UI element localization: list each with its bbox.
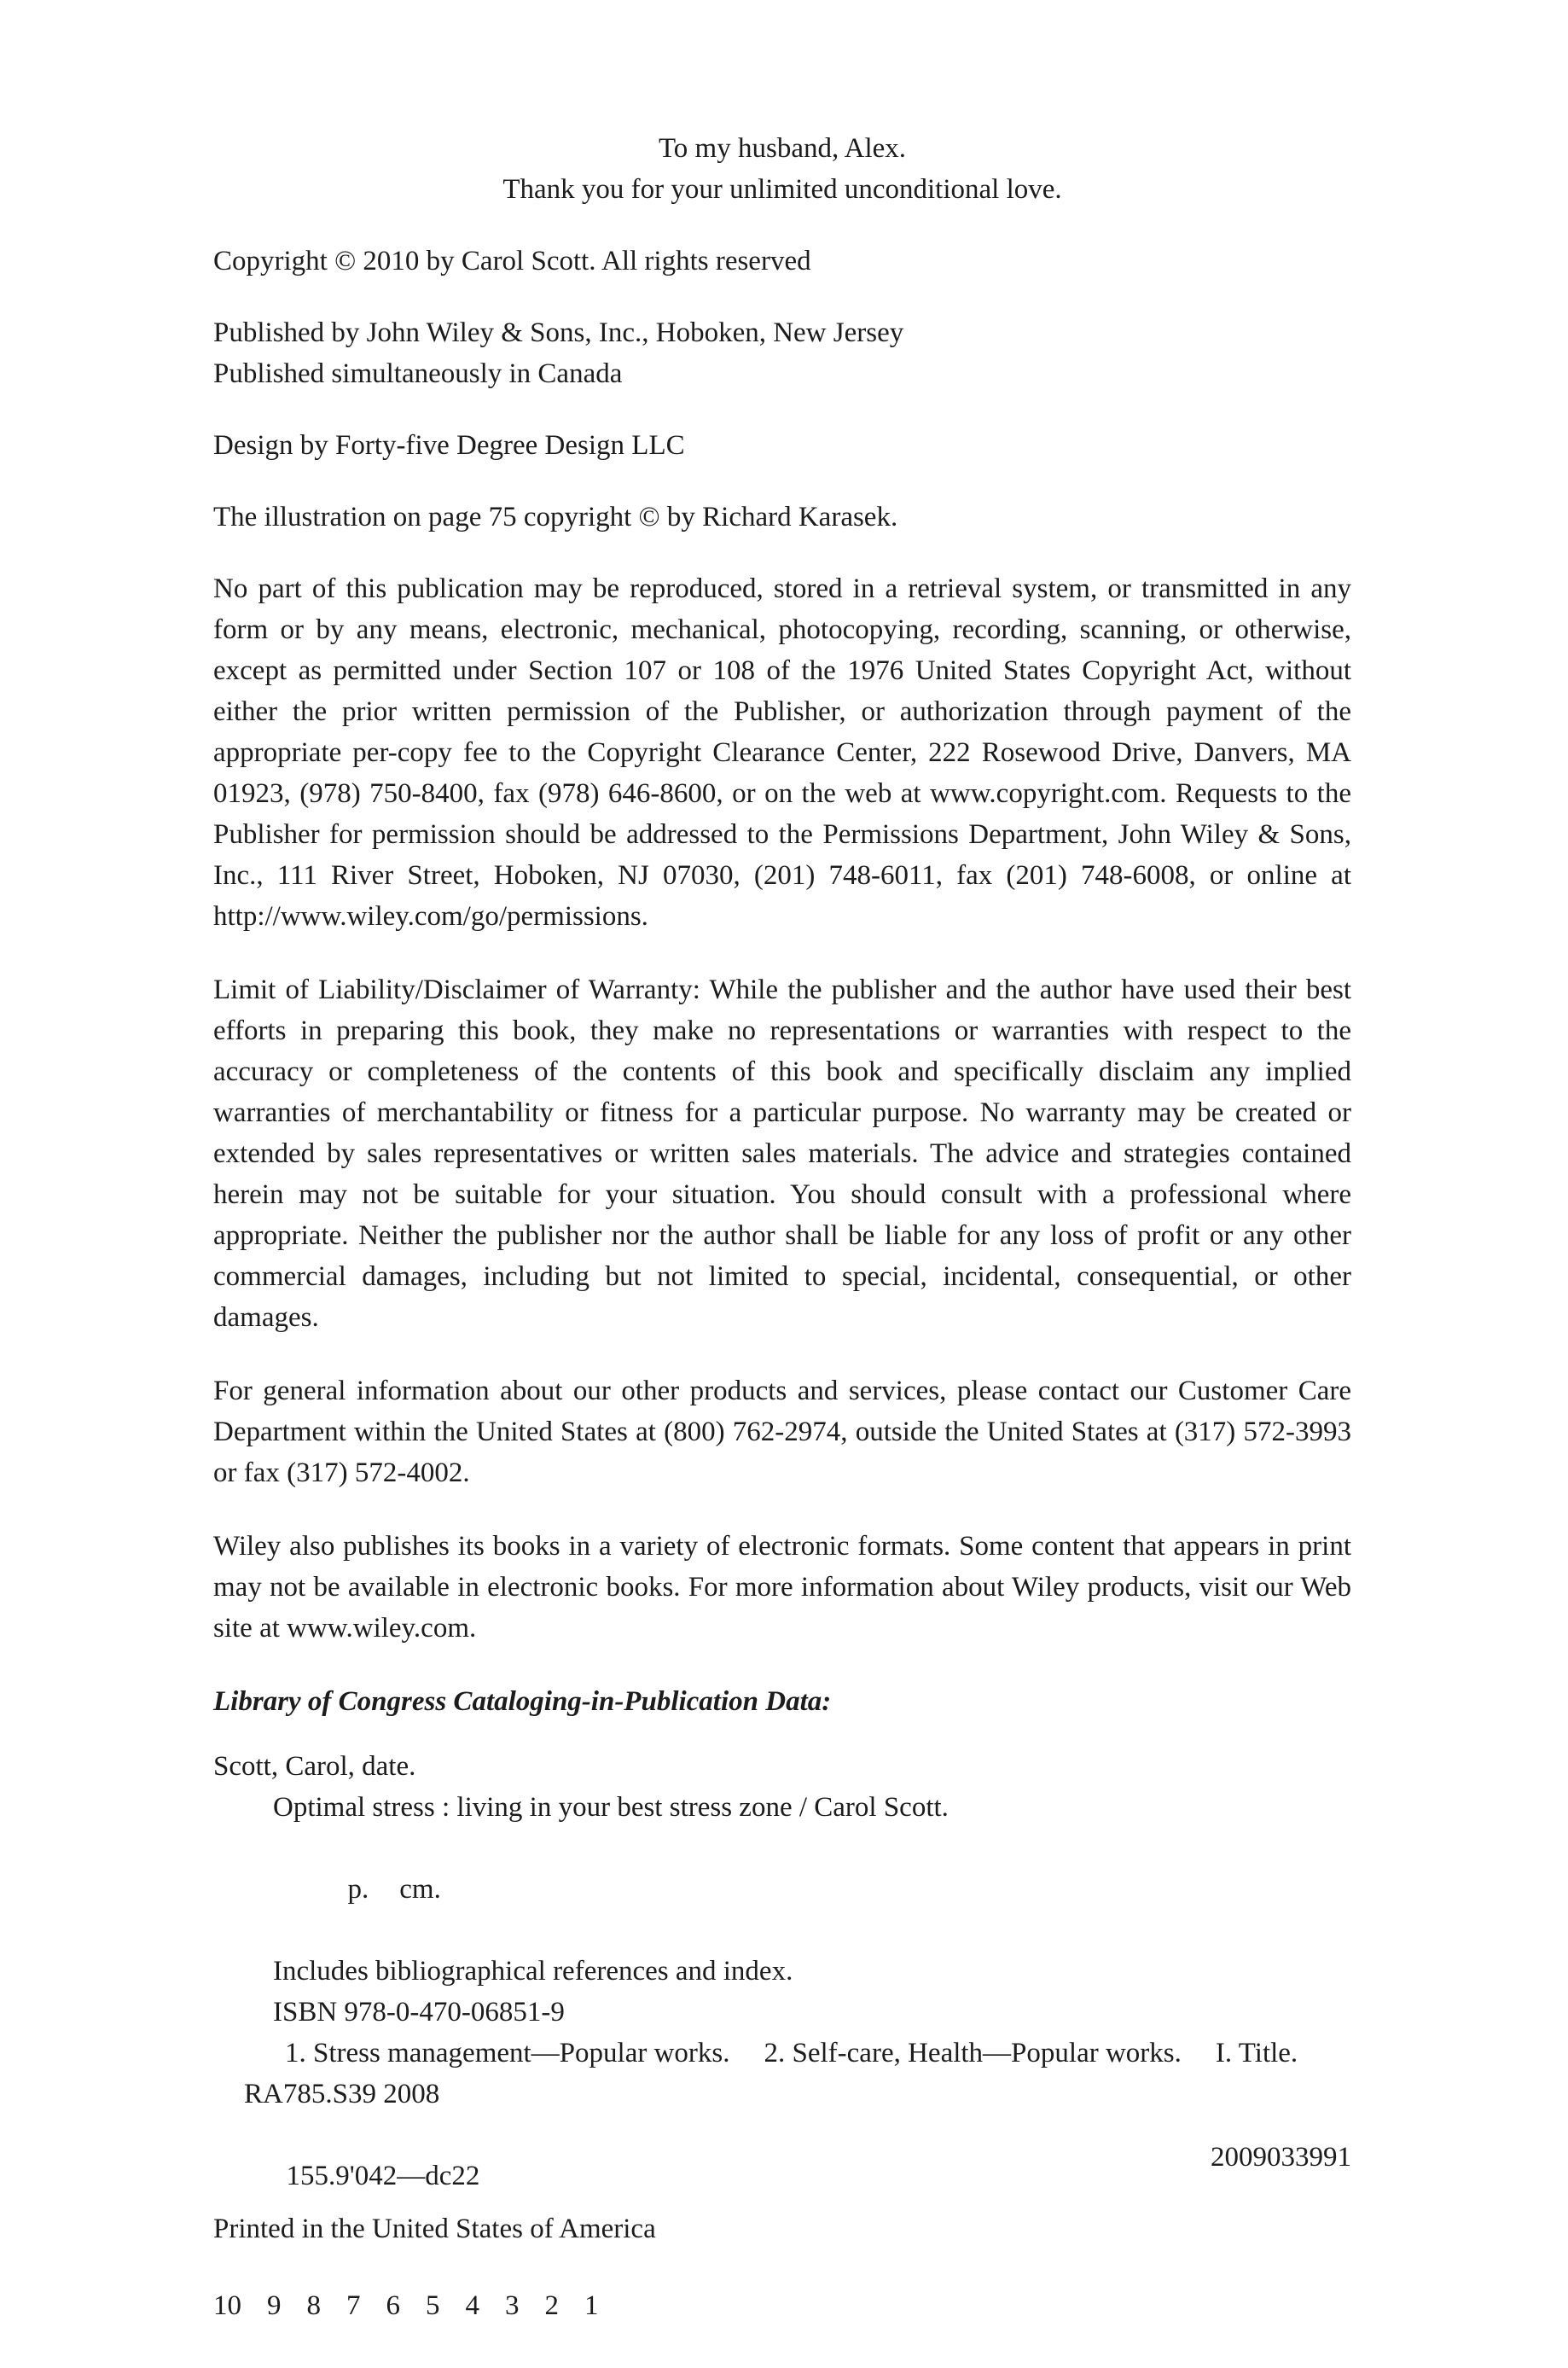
publisher-info xyxy=(213,312,1351,394)
permissions-paragraph: No part of this publication may be reproduced, stored in a retrieval system, or transmitted in any form or by any means, electronic, mechanical, photocopying, recording, scanning, or otherwise, except as permitted under Section 107 or 108 of the 1976 United States Copyright Act, without either the prior written permission of the Publisher, or authorization through payment of the appropriate per-copy fee to the Copyright Clearance Center, 222 Rosewood Drive, Danvers, MA 01923, (978) 750-8400, fax (978) 646-8600, or on the web at www.copyright.com. Requests to the Publisher for permission should be addressed to the Permissions Department, John Wiley & Sons, Inc., 111 River Street, Hoboken, NJ 07030, (201) 748-6011, fax (201) 748-6008, or online at http://www.wiley.com/go/permissions. xyxy=(213,573,1351,932)
print-number: 2 xyxy=(544,2290,559,2321)
dedication xyxy=(213,128,1351,210)
copyright-page xyxy=(213,128,1351,2326)
electronic-formats-paragraph: Wiley also publishes its books in a variety of electronic formats. Some content that appears in print may not be available in electronic books. For more information about Wiley products, visit our Web site at www.wiley.com. xyxy=(213,1531,1351,1644)
cip-author: Scott, Carol, date. xyxy=(213,1751,416,1782)
printed-in: Printed in the United States of America xyxy=(213,2214,656,2244)
cip-dewey: 155.9'042—dc22 xyxy=(286,2161,480,2191)
dedication-line-2: Thank you for your unlimited unconditional love. xyxy=(502,174,1062,205)
print-number: 8 xyxy=(306,2290,321,2321)
print-number: 6 xyxy=(386,2290,400,2321)
print-number: 3 xyxy=(505,2290,520,2321)
published-canada: Published simultaneously in Canada xyxy=(213,358,623,389)
print-line xyxy=(213,2285,1351,2326)
cip-subject-3: I. Title. xyxy=(1215,2038,1298,2068)
cip-size: cm. xyxy=(399,1874,441,1905)
cip-subject-2: 2. Self-care, Health—Popular works. xyxy=(764,2038,1182,2068)
published-by: Published by John Wiley & Sons, Inc., Hoboken, New Jersey xyxy=(213,317,904,348)
print-number: 4 xyxy=(465,2290,479,2321)
print-number: 10 xyxy=(213,2290,241,2321)
cip-lccn: 2009033991 xyxy=(1211,2142,1351,2173)
cip-isbn: ISBN 978-0-470-06851-9 xyxy=(273,1997,565,2028)
disclaimer-paragraph: Limit of Liability/Disclaimer of Warranty: While the publisher and the author have used their best efforts in preparing this book, they make no representations or warranties with respect to the accuracy or completeness of the contents of this book and specifically disclaim any implied warranties of merchantability or fitness for a particular purpose. No warranty may be created or extended by sales representatives or written sales materials. The advice and strategies contained herein may not be suitable for your situation. You should consult with a professional where appropriate. Neither the publisher nor the author shall be liable for any loss of profit or any other commercial damages, including but not limited to special, incidental, consequential, or other damages. xyxy=(213,975,1351,1333)
cip-subjects xyxy=(213,2033,1351,2074)
dedication-line-1: To my husband, Alex. xyxy=(658,133,907,164)
cip-heading: Library of Congress Cataloging-in-Publication Data: xyxy=(213,1686,832,1717)
cip-physical xyxy=(213,1828,1351,1951)
print-number: 1 xyxy=(584,2290,599,2321)
cip-subject-1: 1. Stress management—Popular works. xyxy=(285,2038,730,2068)
illustration-credit: The illustration on page 75 copyright © by Richard Karasek. xyxy=(213,502,898,532)
cip-lc-class: RA785.S39 2008 xyxy=(244,2079,440,2109)
cip-block xyxy=(213,1746,1351,2191)
cip-pages: p. xyxy=(347,1874,369,1905)
general-info-paragraph: For general information about our other products and services, please contact our Customer Care Department within the United States at (800) 762-2974, outside the United States at (317) 572-3993 or fax (317) 572-4002. xyxy=(213,1376,1351,1488)
cip-dewey-row xyxy=(213,2115,1351,2191)
design-credit: Design by Forty-five Degree Design LLC xyxy=(213,430,685,461)
print-number: 9 xyxy=(267,2290,282,2321)
cip-title: Optimal stress : living in your best stress zone / Carol Scott. xyxy=(273,1792,949,1823)
cip-bibliography: Includes bibliographical references and index. xyxy=(273,1956,793,1987)
print-number: 5 xyxy=(426,2290,440,2321)
print-number: 7 xyxy=(346,2290,361,2321)
copyright-notice: Copyright © 2010 by Carol Scott. All rights reserved xyxy=(213,246,811,276)
